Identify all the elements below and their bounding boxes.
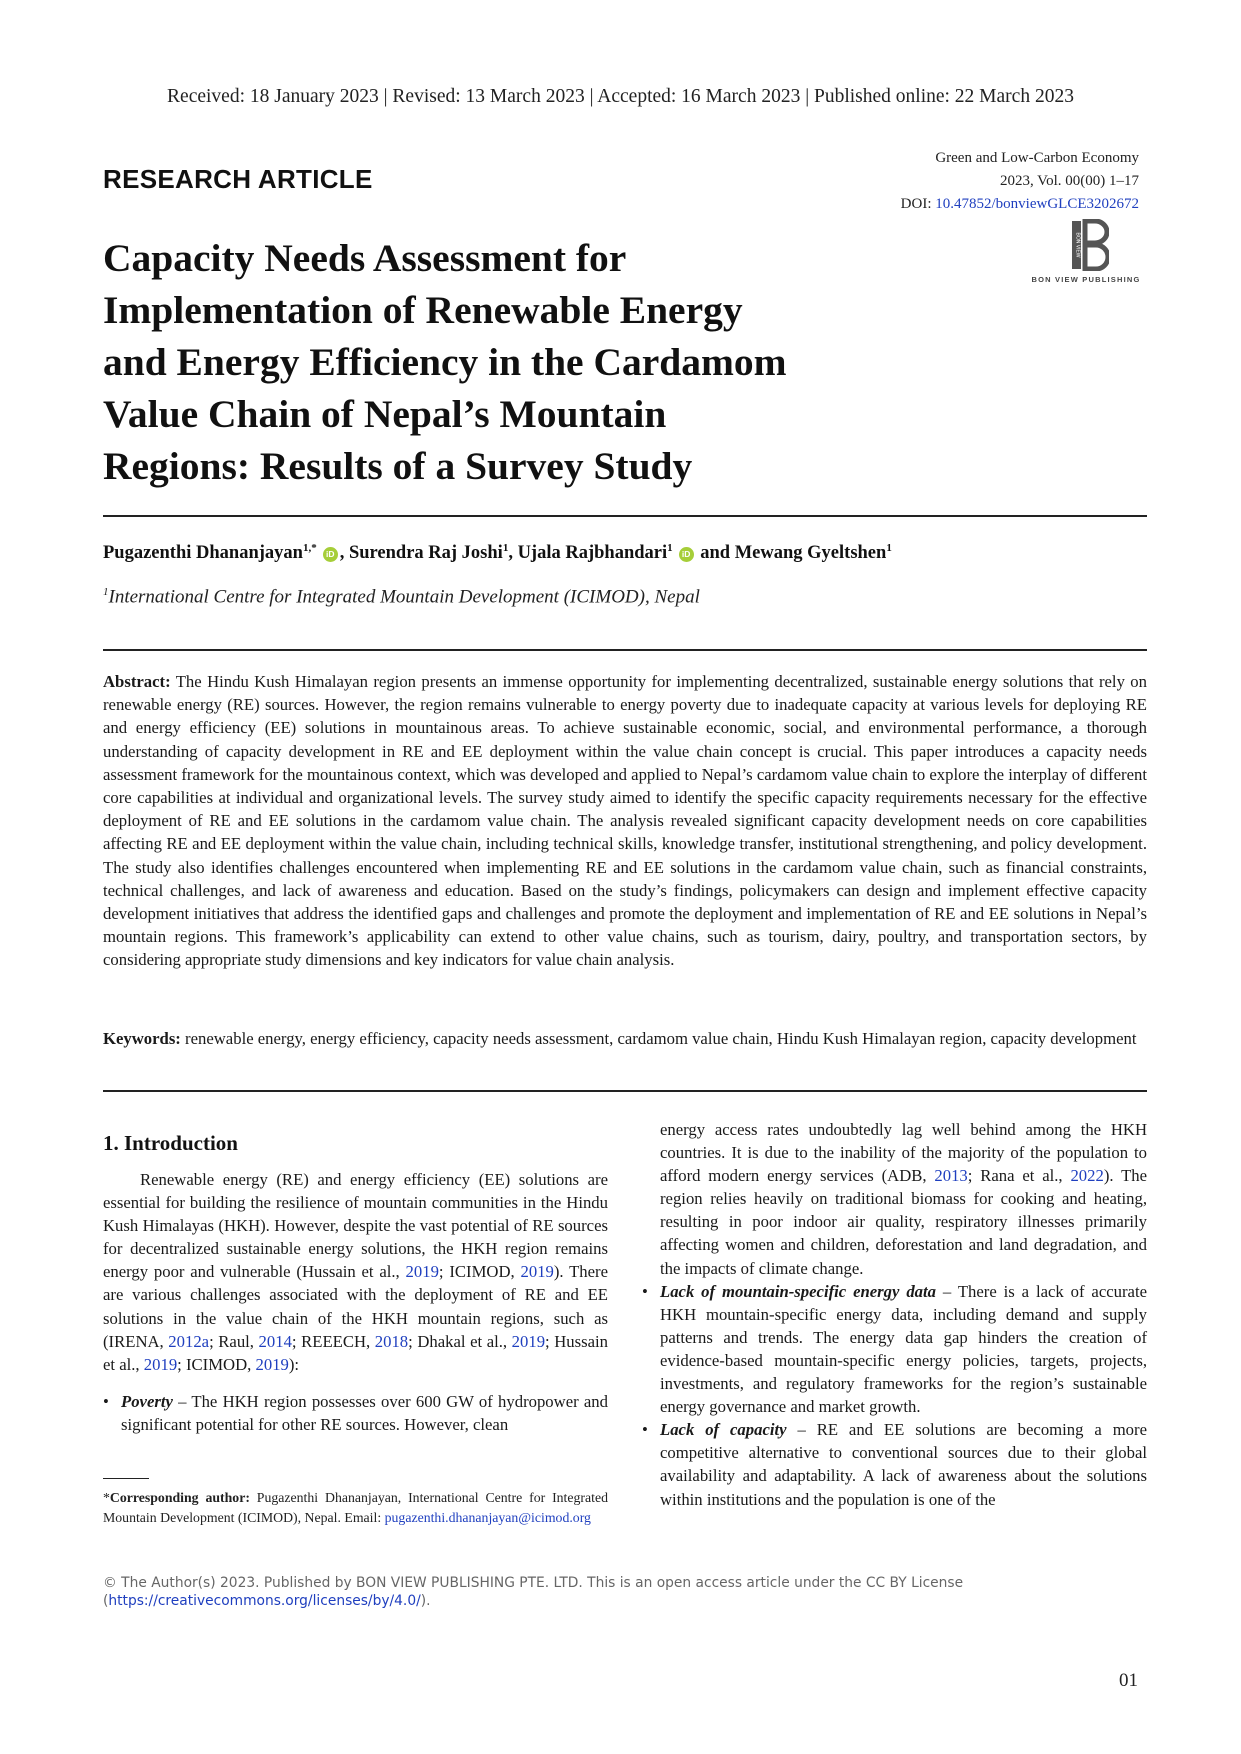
journal-info xyxy=(901,147,1139,216)
author-name: , Surendra Raj Joshi xyxy=(339,543,503,564)
article-type: RESEARCH ARTICLE xyxy=(103,164,373,194)
text-run: ; ICIMOD, xyxy=(438,1262,521,1282)
citation-link[interactable]: 2022 xyxy=(1070,1166,1104,1186)
footnote-star: * xyxy=(103,1490,110,1505)
keywords-text: renewable energy, energy efficiency, capacity needs assessment, cardamom value chain, Hindu Kush Himalayan region, capacity development xyxy=(180,1029,1137,1048)
abstract xyxy=(103,670,1147,972)
text-run: Renewable energy (RE) and energy efficiency (EE) solutions are essential for building the resilience of mountain communities in the Hindu Kush Himalayas (HKH). However, despite the vast potential of RE sources for decentralized sustainable energy solutions, the HKH region remains energy poor and vulnerable (Hussain et al., xyxy=(103,1170,608,1282)
citation-link[interactable]: 2014 xyxy=(258,1331,292,1351)
text-run: ). There are various challenges associated with the deployment of RE and EE solutions in the value chain of the HKH mountain regions, such as (IRENA, xyxy=(103,1262,609,1351)
author-list xyxy=(103,542,1143,564)
title-line: Implementation of Renewable Energy xyxy=(103,288,743,332)
left-column xyxy=(103,1168,608,1436)
footnote xyxy=(103,1488,608,1527)
affiliation xyxy=(103,586,700,608)
bullet-title: Lack of capacity xyxy=(660,1420,787,1440)
title-line: Value Chain of Nepal’s Mountain xyxy=(103,392,667,436)
text-run: ): xyxy=(288,1354,300,1374)
text-run: ; Dhakal et al., xyxy=(408,1331,512,1351)
intro-paragraph xyxy=(103,1168,608,1376)
divider xyxy=(103,1090,1147,1092)
publisher-logo xyxy=(1025,219,1147,291)
publication-dates: Received: 18 January 2023 | Revised: 13 March 2023 | Accepted: 16 March 2023 | Published online: 22 March 2023 xyxy=(167,86,1074,107)
footnote-label: Corresponding author: xyxy=(109,1490,250,1505)
abstract-label: Abstract: xyxy=(103,672,171,691)
abstract-text: The Hindu Kush Himalayan region presents an immense opportunity for implementing decentralized, sustainable energy solutions that rely on renewable energy (RE) sources. However, the region remains vulnerable to energy poverty due to inadequate capacity at various levels for deploying RE and energy efficiency (EE) solutions in mountainous areas. To achieve sustainable economic, social, and environmental performance, a thorough understanding of capacity development in RE and EE deployment within the value chain concept is crucial. This paper introduces a capacity needs assessment framework for the mountainous context, which was developed and applied to Nepal’s cardamom value chain to explore the interplay of different core capabilities at individual and organizational levels. The survey study aimed to identify the specific capacity requirements necessary for the effective deployment of RE and EE solutions in the cardamom value chain. The analysis revealed significant capacity development needs on core capabilities affecting RE and EE deployment within the value chain, including technical skills, knowledge transfer, institutional strengthening, and policy development. The study also identifies challenges encountered when implementing RE and EE solutions in the cardamom value chain, such as financial constraints, technical challenges, and lack of awareness and education. Based on the study’s findings, policymakers can design and implement effective capacity development initiatives that address the identified gaps and challenges and promote the deployment and implementation of RE and EE solutions in Nepal’s mountain regions. This framework’s applicability can extend to other value chains, such as tourism, dairy, poultry, and transportation sectors, by considering appropriate study dimensions and key indicators for value chain analysis. xyxy=(103,672,1147,970)
bullet-text: – RE and EE solutions are becoming a more competitive alternative to conventional sources due to their global availability and adaptability. A lack of awareness about the solutions within institutions and the population is one of the xyxy=(660,1420,1147,1509)
affiliation-sup: 1 xyxy=(103,586,109,598)
bullet-continuation xyxy=(642,1118,1147,1280)
bon-view-logo-icon xyxy=(1065,219,1109,271)
section-heading: 1. Introduction xyxy=(103,1131,238,1155)
bullet-text: – There is a lack of accurate HKH mountain-specific energy data, including demand and supply patterns and trends. The energy data gap hinders the creation of evidence-based mountain-specific energy policies, targets, projects, investments, and regulatory frameworks for the region’s sustainable energy governance and market growth. xyxy=(660,1281,1147,1417)
text-run: ; Rana et al., xyxy=(967,1166,1071,1186)
citation-link[interactable]: 2012a xyxy=(168,1331,210,1351)
doi-label: DOI: xyxy=(900,196,932,212)
author-affil-sup: 1 xyxy=(886,542,892,554)
text-run: ; Hussain et al., xyxy=(103,1331,609,1374)
bullet-text: – The HKH region possesses over 600 GW of hydropower and significant potential for other RE sources. However, clean xyxy=(121,1391,608,1434)
license-text: © The Author(s) 2023. Published by BON VIEW PUBLISHING PTE. LTD. This is an open access article under the CC BY License ( xyxy=(103,1575,964,1609)
publisher-logo-text: BON VIEW PUBLISHING xyxy=(1031,275,1141,284)
author-name: Pugazenthi Dhananjayan xyxy=(103,543,303,564)
text-run: energy access rates undoubtedly lag well behind among the HKH countries. It is due to the inability of the majority of the population to afford modern energy services (ADB, xyxy=(660,1120,1147,1186)
citation-link[interactable]: 2013 xyxy=(934,1166,968,1186)
logo-mark-text: BON VIEW xyxy=(1074,232,1081,258)
citation-link[interactable]: 2018 xyxy=(374,1331,409,1351)
author-affil-sup: 1 xyxy=(667,542,673,554)
license-notice xyxy=(103,1575,1147,1610)
affiliation-text: International Centre for Integrated Mountain Development (ICIMOD), Nepal xyxy=(108,586,700,608)
article-title xyxy=(103,232,843,492)
title-line: Regions: Results of a Survey Study xyxy=(103,444,693,488)
title-line: and Energy Efficiency in the Cardamom xyxy=(103,340,787,384)
text-run: ; ICIMOD, xyxy=(177,1354,256,1374)
author-affil-sup: 1 xyxy=(502,542,509,554)
citation-link[interactable]: 2019 xyxy=(143,1354,178,1374)
footnote-text: Pugazenthi Dhananjayan, International Centre for Integrated Mountain Development (ICIMOD), Nepal. Email: xyxy=(103,1490,608,1525)
author-name: , Ujala Rajbhandari xyxy=(508,543,668,564)
orcid-icon[interactable]: iD xyxy=(323,547,338,562)
license-link[interactable]: https://creativecommons.org/licenses/by/4.0/ xyxy=(108,1592,421,1609)
journal-name: Green and Low-Carbon Economy xyxy=(935,150,1139,166)
email-link[interactable]: pugazenthi.dhananjayan@icimod.org xyxy=(384,1509,591,1525)
keywords xyxy=(103,1027,1147,1050)
bullet-item xyxy=(642,1280,1147,1419)
doi-line xyxy=(901,193,1139,216)
right-column xyxy=(642,1118,1147,1511)
citation-link[interactable]: 2019 xyxy=(511,1331,546,1351)
citation-link[interactable]: 2019 xyxy=(520,1262,554,1282)
text-run: ). The region relies heavily on traditional biomass for cooking and heating, resulting in poor indoor air quality, respiratory illnesses primarily affecting women and children, deforestation and land degradation, and the impacts of climate change. xyxy=(660,1166,1148,1278)
author-affil-sup: 1, xyxy=(302,542,312,554)
divider xyxy=(103,515,1147,517)
citation-link[interactable]: 2019 xyxy=(405,1262,439,1282)
text-run: ; Raul, xyxy=(209,1331,259,1351)
bullet-item xyxy=(103,1390,608,1436)
bullet-item xyxy=(642,1418,1147,1510)
title-line: Capacity Needs Assessment for xyxy=(103,236,627,280)
bullet-title: Lack of mountain-specific energy data xyxy=(660,1281,936,1301)
author-name: and Mewang Gyeltshen xyxy=(700,543,887,564)
divider xyxy=(103,649,1147,651)
license-end: ). xyxy=(420,1592,431,1609)
bullet-title: Poverty xyxy=(121,1391,173,1411)
page-number: 01 xyxy=(1119,1670,1138,1691)
keywords-label: Keywords: xyxy=(103,1029,181,1048)
journal-volume: 2023, Vol. 00(00) 1–17 xyxy=(999,173,1139,189)
citation-link[interactable]: 2019 xyxy=(255,1354,289,1374)
footnote-rule xyxy=(103,1478,149,1479)
corresponding-star: * xyxy=(311,542,317,554)
doi-link[interactable]: 10.47852/bonviewGLCE3202672 xyxy=(935,196,1139,212)
text-run: ; REEECH, xyxy=(291,1331,375,1351)
orcid-icon[interactable]: iD xyxy=(679,547,694,562)
